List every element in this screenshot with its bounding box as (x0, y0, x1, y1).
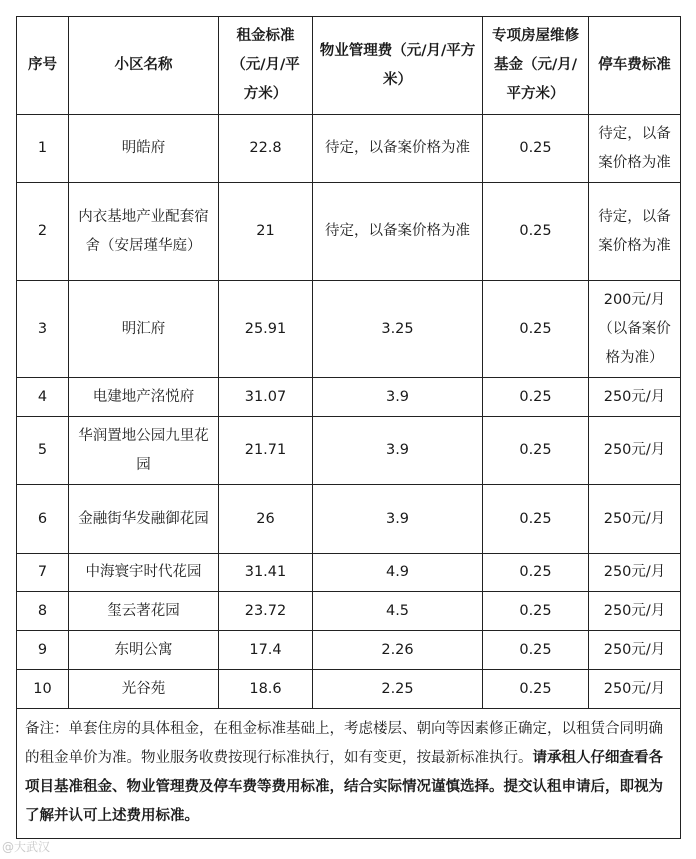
cell-name: 东明公寓 (69, 631, 219, 670)
cell-name: 内衣基地产业配套宿舍（安居瑾华庭） (69, 183, 219, 281)
header-row (17, 17, 681, 115)
cell-name: 中海寰宇时代花园 (69, 554, 219, 592)
cell-rent: 21 (219, 183, 313, 281)
cell-rent: 23.72 (219, 592, 313, 631)
table-row (17, 485, 681, 554)
cell-rent: 31.07 (219, 378, 313, 417)
table-row (17, 554, 681, 592)
cell-parking: 250元/月 (589, 417, 681, 485)
cell-rent: 25.91 (219, 281, 313, 378)
cell-maintenance: 0.25 (483, 281, 589, 378)
cell-no: 4 (17, 378, 69, 417)
cell-name: 光谷苑 (69, 670, 219, 709)
watermark: @大武汉 (2, 840, 51, 854)
cell-property-fee: 3.25 (313, 281, 483, 378)
cell-parking: 250元/月 (589, 485, 681, 554)
cell-maintenance: 0.25 (483, 485, 589, 554)
table-row (17, 670, 681, 709)
cell-property-fee: 待定，以备案价格为准 (313, 115, 483, 183)
cell-property-fee: 3.9 (313, 378, 483, 417)
note-emphasis: 请承租人仔细查看各项目基准租金、物业管理费及停车费等费用标准，结合实际情况谨慎选择。提交认租申请后，即视为了解并认可上述费用标准。 (25, 750, 663, 824)
cell-maintenance: 0.25 (483, 417, 589, 485)
cell-rent: 17.4 (219, 631, 313, 670)
cell-maintenance: 0.25 (483, 592, 589, 631)
cell-rent: 18.6 (219, 670, 313, 709)
table-row (17, 115, 681, 183)
table-row (17, 592, 681, 631)
header-no: 序号 (17, 17, 69, 115)
note-text: 备注：单套住房的具体租金，在租金标准基础上，考虑楼层、朝向等因素修正确定，以租赁合同明确的租金单价为准。物业服务收费按现行标准执行，如有变更，按最新标准执行。 (25, 721, 663, 766)
table-row (17, 281, 681, 378)
cell-rent: 21.71 (219, 417, 313, 485)
cell-no: 1 (17, 115, 69, 183)
table-row (17, 183, 681, 281)
cell-maintenance: 0.25 (483, 631, 589, 670)
cell-no: 3 (17, 281, 69, 378)
cell-maintenance: 0.25 (483, 115, 589, 183)
cell-no: 6 (17, 485, 69, 554)
cell-no: 8 (17, 592, 69, 631)
header-maintenance-fund: 专项房屋维修基金（元/月/平方米） (483, 17, 589, 115)
cell-maintenance: 0.25 (483, 554, 589, 592)
header-property-fee: 物业管理费（元/月/平方米） (313, 17, 483, 115)
cell-property-fee: 待定，以备案价格为准 (313, 183, 483, 281)
table-row (17, 417, 681, 485)
cell-property-fee: 2.26 (313, 631, 483, 670)
cell-maintenance: 0.25 (483, 183, 589, 281)
cell-property-fee: 4.5 (313, 592, 483, 631)
cell-property-fee: 4.9 (313, 554, 483, 592)
note-row (17, 709, 681, 839)
cell-no: 9 (17, 631, 69, 670)
cell-name: 明汇府 (69, 281, 219, 378)
cell-no: 10 (17, 670, 69, 709)
cell-no: 5 (17, 417, 69, 485)
cell-parking: 250元/月 (589, 554, 681, 592)
cell-parking: 待定，以备案价格为准 (589, 115, 681, 183)
note-cell (17, 709, 681, 839)
cell-parking: 待定，以备案价格为准 (589, 183, 681, 281)
cell-name: 华润置地公园九里花园 (69, 417, 219, 485)
rent-standard-table (16, 16, 681, 839)
cell-parking: 200元/月（以备案价格为准） (589, 281, 681, 378)
table-row (17, 631, 681, 670)
cell-maintenance: 0.25 (483, 670, 589, 709)
cell-property-fee: 3.9 (313, 417, 483, 485)
cell-parking: 250元/月 (589, 592, 681, 631)
cell-parking: 250元/月 (589, 631, 681, 670)
cell-no: 7 (17, 554, 69, 592)
cell-maintenance: 0.25 (483, 378, 589, 417)
cell-rent: 26 (219, 485, 313, 554)
header-name: 小区名称 (69, 17, 219, 115)
cell-property-fee: 2.25 (313, 670, 483, 709)
header-rent: 租金标准（元/月/平方米） (219, 17, 313, 115)
header-parking: 停车费标准 (589, 17, 681, 115)
cell-rent: 22.8 (219, 115, 313, 183)
cell-name: 电建地产洺悦府 (69, 378, 219, 417)
cell-no: 2 (17, 183, 69, 281)
cell-name: 金融街华发融御花园 (69, 485, 219, 554)
cell-parking: 250元/月 (589, 670, 681, 709)
table-row (17, 378, 681, 417)
cell-name: 玺云著花园 (69, 592, 219, 631)
cell-name: 明皓府 (69, 115, 219, 183)
cell-rent: 31.41 (219, 554, 313, 592)
cell-property-fee: 3.9 (313, 485, 483, 554)
cell-parking: 250元/月 (589, 378, 681, 417)
